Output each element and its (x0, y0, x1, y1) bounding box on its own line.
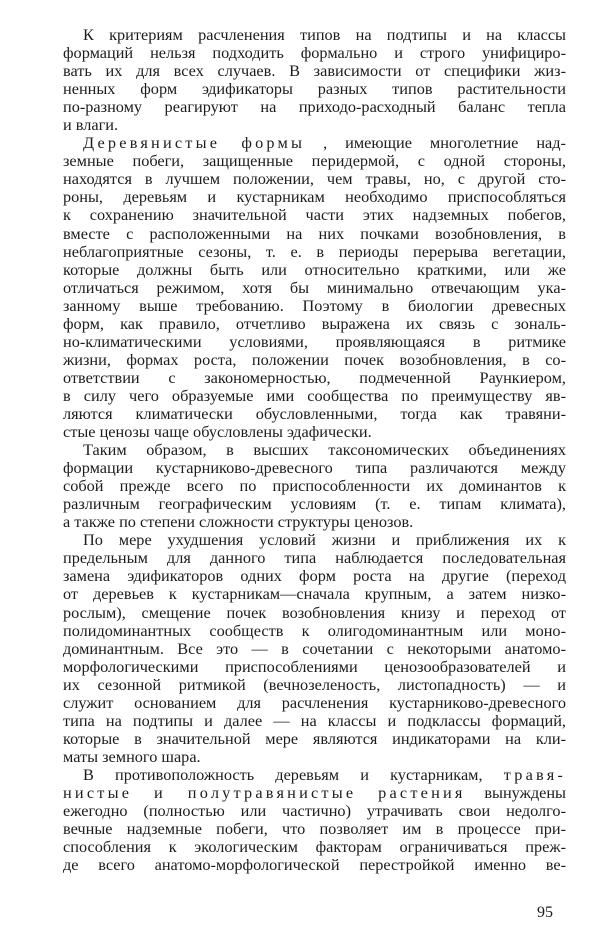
page-body-text (63, 26, 566, 874)
spaced-emphasis-text: Деревянистые формы (83, 133, 306, 153)
text-line: замена эдификаторов одних форм роста на другие (переход (63, 566, 566, 586)
text-line: вместе с расположенными на них почками возобновления, в (63, 223, 566, 243)
text-line: но-климатическими условиями, проявляющаяся в ритмике (63, 331, 566, 351)
text-line: а также по степени сложности структуры ценозов. (63, 512, 414, 532)
text-line (63, 784, 566, 802)
text-line: занному выше требованию. Поэтому в биологии древесных (63, 295, 566, 315)
text-segment: вынуждены (484, 782, 566, 802)
text-line: по-разному реагируют на приходо-расходный баланс тепла (63, 97, 566, 117)
text-line: стые ценозы чаще обусловлены эдафически. (63, 422, 372, 442)
text-segment: , имеющие многолетние над- (323, 133, 566, 153)
text-line: По мере ухудшения условий жизни и приближения их к (83, 530, 566, 550)
text-line: вечные надземные побеги, что позволяет им в процессе при- (63, 819, 566, 839)
text-line: которые должны быть или относительно краткими, или же (63, 259, 566, 279)
text-line (63, 766, 566, 784)
spaced-emphasis-text: травя- (503, 764, 566, 784)
text-line: предельным для данного типа наблюдается последовательная (63, 548, 566, 568)
text-line: собой прежде всего по приспособленности их доминантов к (63, 476, 566, 496)
text-line (63, 134, 566, 152)
text-line: в силу чего образуемые ими сообщества по преимуществу яв- (63, 385, 566, 405)
text-line: типа на подтипы и далее — на классы и подклассы формаций, (63, 710, 566, 730)
text-line: де всего анатомо-морфологической перестройкой именно ве- (63, 855, 566, 875)
text-line: Таким образом, в высших таксономических объединениях (83, 440, 566, 460)
text-line: ляются климатически обусловленными, тогда как травяни- (63, 403, 566, 423)
text-line: рослым), смещение почек возобновления книзу и переход от (63, 602, 566, 622)
text-line: вать их для всех случаев. В зависимости от специфики жиз- (63, 61, 566, 81)
text-line: ненных форм эдификаторы разных типов растительности (63, 79, 566, 99)
text-line: служит основанием для расчленения кустарниково-древесного (63, 692, 566, 712)
text-line: к сохранению значительной части этих надземных побегов, (63, 205, 566, 225)
text-line: полидоминантных сообществ к олигодоминантным или моно- (63, 620, 566, 640)
text-line: которые в значительной мере являются индикаторами на кли- (63, 728, 566, 748)
text-line: жизни, формах роста, положении почек возобновления, в со- (63, 349, 566, 369)
text-line: способления к экологическим факторам ограничиваться преж- (63, 837, 566, 857)
text-line: от деревьев к кустарникам—сначала крупным, а затем низко- (63, 584, 566, 604)
paragraph (63, 26, 566, 134)
text-line: отличаться режимом, хотя бы минимально отвечающим ука- (63, 277, 566, 297)
page-number: 95 (537, 904, 553, 921)
text-line: различным географическим условиям (т. е. типам климата), (63, 494, 566, 514)
paragraph (63, 134, 566, 441)
text-line: форм, как правило, отчетливо выражена их связь с зональ- (63, 313, 566, 333)
text-line: К критериям расчленения типов на подтипы и на классы (83, 25, 566, 44)
text-line: ответствии с закономерностью, подмеченной Раункиером, (63, 367, 566, 387)
paragraph (63, 441, 566, 531)
text-line: их сезонной ритмикой (вечнозеленость, листопадность) — и (63, 674, 566, 694)
text-line: маты земного шара. (63, 746, 201, 766)
text-line: морфологическими приспособлениями ценозообразователей и (63, 656, 566, 676)
text-segment: В противоположность деревьям и кустарникам, (83, 764, 504, 784)
spaced-emphasis-text: нистые и полутравянистые растения (63, 782, 466, 802)
text-line: роны, деревьям и кустарникам необходимо приспособляться (63, 187, 566, 207)
text-line: доминантным. Все это — в сочетании с некоторыми анатомо- (63, 638, 566, 658)
text-line: формаций нельзя подходить формально и строго унифициро- (63, 43, 566, 63)
paragraph (63, 531, 566, 766)
paragraph (63, 766, 566, 874)
text-line: земные побеги, защищенные перидермой, с одной стороны, (63, 151, 566, 171)
text-line: ежегодно (полностью или частично) утрачивать свои недолго- (63, 801, 566, 821)
text-line: и влаги. (63, 115, 119, 135)
text-line: неблагоприятные сезоны, т. е. в периоды перерыва вегетации, (63, 241, 566, 261)
text-line: находятся в лучшем положении, чем травы, но, с другой сто- (63, 169, 566, 189)
text-line: формации кустарниково-древесного типа различаются между (63, 458, 566, 478)
